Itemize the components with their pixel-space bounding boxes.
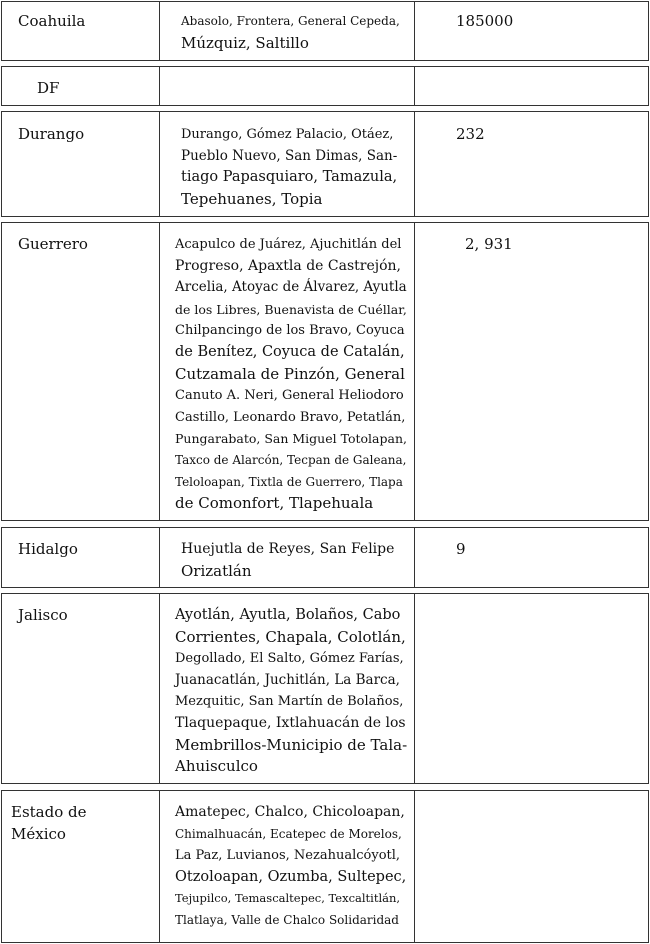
municipalities-guerrero: [175, 234, 407, 515]
table-rule: [1, 527, 649, 528]
state-name-line: México: [11, 824, 66, 843]
table-rule: [1, 60, 649, 61]
table-border: [159, 222, 160, 520]
municipality-line: Teloloapan, Tixtla de Guerrero, Tlapa: [175, 474, 403, 489]
table-border: [648, 527, 649, 587]
table-rule: [1, 783, 649, 784]
table-border: [414, 66, 415, 105]
value-hidalgo: 9: [456, 540, 466, 558]
municipality-line: La Paz, Luvianos, Nezahualcóyotl,: [175, 848, 401, 864]
municipality-line: Chilpancingo de los Bravo, Coyuca: [175, 323, 405, 339]
state-name-durango: Durango: [18, 125, 85, 143]
table-border: [414, 593, 415, 783]
table-border: [1, 222, 2, 520]
municipality-line: Pueblo Nuevo, San Dimas, San-: [181, 147, 398, 164]
value-durango: 232: [456, 125, 485, 143]
municipalities-coahuila: [181, 11, 401, 54]
table-rule: [1, 587, 649, 588]
municipality-line: Tlaquepaque, Ixtlahuacán de los: [175, 714, 406, 731]
municipality-line: Tlatlaya, Valle de Chalco Solidaridad: [175, 912, 399, 927]
value-guerrero: 2, 931: [465, 235, 513, 253]
table-border: [648, 66, 649, 105]
table-rule: [1, 1, 649, 2]
state-name-coahuila: Coahuila: [18, 12, 86, 30]
table-border: [648, 790, 649, 942]
state-name-line: Estado de: [11, 803, 87, 821]
municipality-line: Membrillos-Municipio de Tala-: [175, 735, 408, 754]
municipalities-durango: [181, 124, 401, 210]
municipalities-estado-de-mexico: [175, 802, 407, 932]
table-border: [1, 790, 2, 942]
municipality-line: Arcelia, Atoyac de Álvarez, Ayutla: [175, 279, 407, 296]
municipality-line: Taxco de Alarcón, Tecpan de Galeana,: [175, 452, 407, 467]
table-border: [159, 527, 160, 587]
table-border: [648, 222, 649, 520]
municipality-line: Pungarabato, San Miguel Totolapan,: [175, 431, 407, 447]
municipalities-jalisco: [175, 605, 407, 778]
table-border: [1, 527, 2, 587]
municipality-line: Orizatlán: [181, 561, 252, 580]
municipality-line: Mezquitic, San Martín de Bolaños,: [175, 694, 404, 710]
table-rule: [1, 593, 649, 594]
table-rule: [1, 216, 649, 217]
table-border: [648, 1, 649, 60]
table-rule: [1, 66, 649, 67]
table-border: [414, 790, 415, 942]
municipality-line: de Comonfort, Tlapehuala: [175, 494, 374, 513]
table-border: [414, 222, 415, 520]
table-border: [648, 111, 649, 216]
table-border: [1, 66, 2, 105]
municipality-line: Chimalhuacán, Ecatepec de Morelos,: [175, 826, 402, 841]
municipalities-hidalgo: [181, 539, 401, 582]
municipality-line: Ayotlán, Ayutla, Bolaños, Cabo: [175, 607, 401, 623]
table-border: [414, 527, 415, 587]
municipality-line: Tejupilco, Temascaltepec, Texcaltitlán,: [175, 891, 401, 906]
table-border: [159, 790, 160, 942]
table-rule: [1, 111, 649, 112]
municipality-line: Juanacatlán, Juchitlán, La Barca,: [175, 671, 400, 688]
table-border: [1, 1, 2, 60]
state-name-df: DF: [37, 79, 60, 97]
table-border: [648, 593, 649, 783]
state-name-guerrero: Guerrero: [18, 235, 88, 253]
municipality-line: Tepehuanes, Topia: [181, 189, 323, 208]
table-border: [159, 593, 160, 783]
municipality-line: Amatepec, Chalco, Chicoloapan,: [175, 804, 405, 820]
municipality-line: Degollado, El Salto, Gómez Farías,: [175, 651, 404, 667]
table-rule: [1, 942, 649, 943]
municipality-line: Castillo, Leonardo Bravo, Petatlán,: [175, 409, 406, 425]
municipality-line: Ahuisculco: [175, 757, 258, 776]
table-border: [1, 593, 2, 783]
municipality-line: Acapulco de Juárez, Ajuchitlán del: [175, 237, 402, 252]
table-rule: [1, 222, 649, 223]
value-coahuila: 185000: [456, 12, 514, 30]
table-border: [159, 111, 160, 216]
table-border: [159, 66, 160, 105]
municipality-line: Progreso, Apaxtla de Castrejón,: [175, 257, 401, 274]
municipality-line: Canuto A. Neri, General Heliodoro: [175, 388, 404, 404]
table-border: [414, 1, 415, 60]
municipality-line: Múzquiz, Saltillo: [181, 33, 309, 52]
table-border: [1, 111, 2, 216]
table-border: [414, 111, 415, 216]
state-name-jalisco: Jalisco: [18, 606, 68, 624]
municipality-line: de los Libres, Buenavista de Cuéllar,: [175, 301, 407, 317]
state-name-hidalgo: Hidalgo: [18, 540, 78, 558]
municipality-line: Durango, Gómez Palacio, Otáez,: [181, 127, 394, 142]
municipality-line: Cutzamala de Pinzón, General: [175, 364, 405, 383]
municipality-line: Abasolo, Frontera, General Cepeda,: [181, 14, 400, 28]
municipality-line: tiago Papasquiaro, Tamazula,: [181, 169, 398, 186]
table-rule: [1, 520, 649, 521]
table-border: [159, 1, 160, 60]
table-rule: [1, 105, 649, 106]
municipality-line: Corrientes, Chapala, Colotlán,: [175, 627, 406, 646]
municipality-line: Otzoloapan, Ozumba, Sultepec,: [175, 868, 407, 885]
municipality-line: de Benítez, Coyuca de Catalán,: [175, 343, 405, 360]
municipality-line: Huejutla de Reyes, San Felipe: [181, 541, 395, 557]
state-name-estado-de-mexico: [11, 802, 87, 845]
table-rule: [1, 790, 649, 791]
